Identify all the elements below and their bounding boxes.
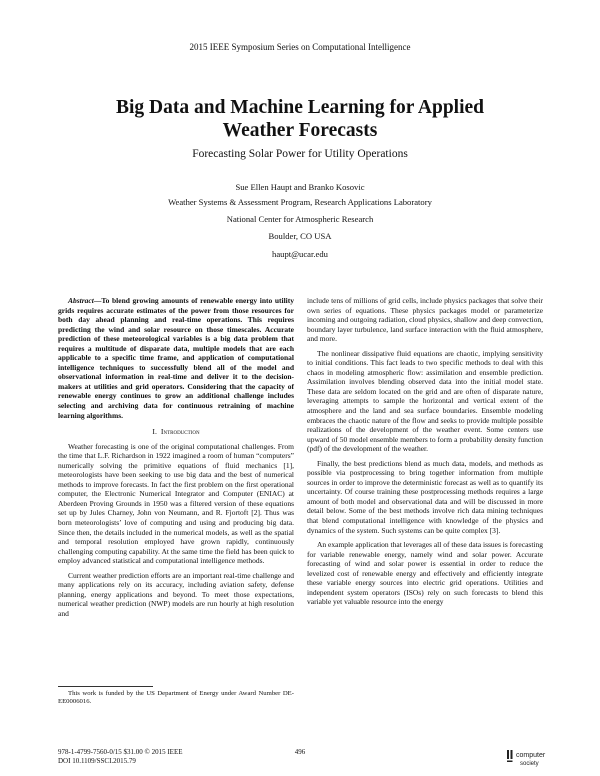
page-number: 496 <box>294 748 306 756</box>
paragraph: Current weather prediction efforts are an important real-time challenge and many applications rely on its accuracy, including aviation safety, defense planning, energy applications and beyond. To meet those expectations, numerical weather prediction (NWP) models are run hourly at high resolution and <box>58 570 294 618</box>
footer-isbn: 978-1-4799-7560-0/15 $31.00 © 2015 IEEE <box>58 748 183 756</box>
left-column <box>58 296 294 619</box>
abstract-text: —To blend growing amounts of renewable energy into utility grids requires accurate estimates of the power from those resources for both day ahead planning and real-time operations. This requires predicting the wind and solar resource on those timescales. Accurate prediction of these meteorological variables is a big data problem that requires a multitude of disparate data, multiple models that are each applicable to a specific time frame, and application of computational intelligence techniques to successfully blend all of the model and observational information in real-time and deliver it to the decision-makers at utilities and grid operators. Considering that the capacity of renewable energy continues to grow an additional challenge includes selecting and archiving data for continuous retraining of machine learning algorithms. <box>58 296 294 420</box>
conference-header: 2015 IEEE Symposium Series on Computational Intelligence <box>189 42 411 52</box>
logo-line-2: society <box>520 761 539 767</box>
computer-society-logo-icon <box>506 747 558 767</box>
footnote-divider <box>58 686 153 687</box>
section-title: Introduction <box>160 427 200 437</box>
section-number: I. <box>152 427 157 437</box>
author-affiliation-1: Weather Systems & Assessment Program, Research Applications Laboratory <box>168 197 432 207</box>
computer-society-logo <box>506 747 558 767</box>
author-location: Boulder, CO USA <box>268 231 332 241</box>
paragraph: The nonlinear dissipative fluid equations are chaotic, implying sensitivity to initial conditions. This fact leads to two specific methods to deal with this chaos in modeling atmospheric flow: assimilation and ensemble prediction. Assimilation involves blending observed data into the initial model state. These data are seldom located on the grid and are often of disparate nature, leveraging attempts to sample the horizontal and vertical extent of the atmosphere and the land and sea surface boundaries. Ensemble modeling embraces the chaotic nature of the flow and seeks to provide multiple possible realizations of the development of the weather event. Some centers use upward of 50 model ensemble members to form a probability density function (pdf) of the development of the weather. <box>307 348 543 454</box>
abstract <box>58 296 294 420</box>
paragraph: include tens of millions of grid cells, include physics packages that solve their own series of equations. These physics packages model or parameterize incoming and outgoing radiation, cloud physics, shallow and deep convection, boundary layer turbulence, land surface interaction with the fluid atmosphere, and more. <box>307 296 543 344</box>
author-affiliation-2: National Center for Atmospheric Research <box>226 214 374 224</box>
paper-subtitle: Forecasting Solar Power for Utility Operations <box>192 148 408 160</box>
title-line-2: Weather Forecasts <box>222 120 378 141</box>
section-heading-introduction <box>58 427 294 437</box>
author-email[interactable]: haupt@ucar.edu <box>272 249 328 259</box>
author-names: Sue Ellen Haupt and Branko Kosovic <box>235 182 365 192</box>
funding-footnote: This work is funded by the US Department of Energy under Award Number DE-EE0006016. <box>58 690 294 705</box>
right-column <box>307 296 543 607</box>
paragraph: Weather forecasting is one of the original computational challenges. From the time that L.F. Richardson in 1922 imagined a room of human “computers” numerically solving the primitive equations of fluid mechanics [1], meteorologists have been seeking to use big data and the best of numerical methods to improve forecasts. In fact the first problem on the first operational computer, the Electronic Numerical Integrator and Computer (ENIAC) at Aberdeen Proving Grounds in 1950 was a filtered version of these equations set up by Jules Charney, John von Neumann, and R. Fjortoft [2]. Thus was born meteorologists’ love of computing and using and producing big data. Since then, the details included in the numerical models, as well as the spatial and temporal resolution employed have grown rapidly, continuously challenging computing capability. At the same time the field has been quick to employ advanced statistical and computational intelligence methods. <box>58 441 294 566</box>
footer-doi[interactable]: DOI 10.1109/SSCI.2015.79 <box>58 757 136 765</box>
abstract-label: Abstract <box>68 296 94 305</box>
paragraph: An example application that leverages all of these data issues is forecasting for variable renewable energy, namely wind and solar power. Accurate forecasting of wind and solar power is essential in order to reduce the levelized cost of renewable energy and effectively and efficiently integrate these variable energy sources into electric grid operations. Utilities and independent system operators (ISOs) rely on such forecasts to blend this variable yet valuable resource into the energy <box>307 540 543 607</box>
logo-line-1: computer <box>516 752 546 759</box>
title-line-1: Big Data and Machine Learning for Applied <box>115 97 484 118</box>
paragraph: Finally, the best predictions blend as much data, models, and methods as possible via postprocessing to bring together information from multiple sources in order to improve the deterministic forecast as well as to quantify its uncertainty. Of course training these postprocessing methods requires a large amount of both model and observational data and will be discussed in more detail below. Some of the best methods involve rich data mining techniques that blend computational intelligence with knowledge of the physics and dynamics of the system. Such systems can be quite complex [3]. <box>307 458 543 535</box>
paper-title <box>0 96 600 142</box>
